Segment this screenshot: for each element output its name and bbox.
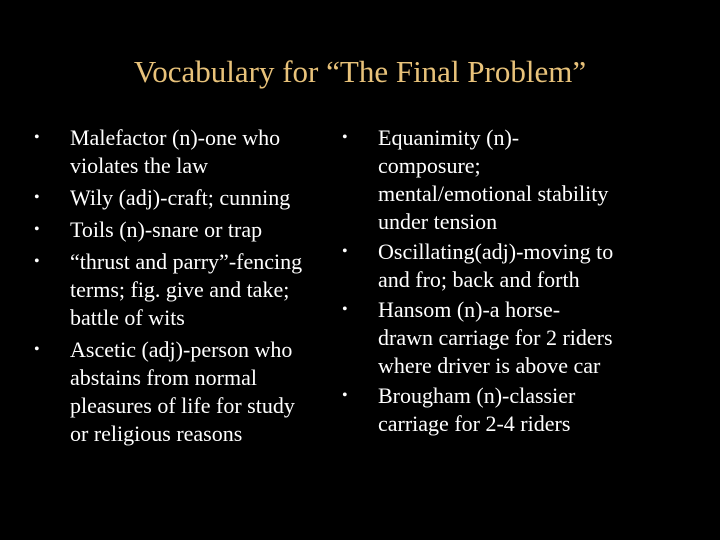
- list-item: [342, 296, 642, 380]
- bullet-icon: •: [34, 189, 40, 206]
- list-item-line: pleasures of life for study: [70, 393, 295, 418]
- list-item-line: drawn carriage for 2 riders: [378, 325, 613, 350]
- list-item-line: Equanimity (n)-: [378, 125, 520, 150]
- list-item-line: Ascetic (adj)-person who: [70, 337, 293, 362]
- list-item-line: under tension: [378, 209, 498, 234]
- list-item-line: abstains from normal: [70, 365, 257, 390]
- bullet-icon: •: [342, 129, 348, 146]
- list-item: [342, 238, 642, 294]
- list-item: [34, 216, 334, 244]
- left-bullet-list: [34, 124, 334, 448]
- list-item: [342, 382, 642, 438]
- list-item: [342, 124, 642, 236]
- bullet-icon: •: [342, 243, 348, 260]
- list-item-line: Oscillating(adj)-moving to: [378, 239, 614, 264]
- bullet-icon: •: [34, 221, 40, 238]
- list-item-line: battle of wits: [70, 305, 185, 330]
- list-item-line: Brougham (n)-classier: [378, 383, 576, 408]
- list-item-line: mental/emotional stability: [378, 181, 609, 206]
- list-item: [34, 124, 334, 180]
- bullet-icon: •: [34, 341, 40, 358]
- list-item: [34, 248, 334, 332]
- bullet-icon: •: [34, 253, 40, 270]
- list-item-line: or religious reasons: [70, 421, 243, 446]
- list-item: [34, 184, 334, 212]
- list-item-line: “thrust and parry”-fencing: [70, 249, 303, 274]
- list-item-line: and fro; back and forth: [378, 267, 580, 292]
- list-item: [34, 336, 334, 448]
- left-column: [34, 124, 334, 448]
- slide-title: Vocabulary for “The Final Problem”: [133, 54, 587, 89]
- list-item-line: Malefactor (n)-one who: [70, 125, 281, 150]
- bullet-icon: •: [342, 301, 348, 318]
- list-item-line: carriage for 2-4 riders: [378, 411, 571, 436]
- list-item-line: Toils (n)-snare or trap: [70, 217, 263, 242]
- list-item-line: Hansom (n)-a horse-: [378, 297, 561, 322]
- list-item-line: Wily (adj)-craft; cunning: [70, 185, 291, 210]
- bullet-icon: •: [34, 129, 40, 146]
- bullet-icon: •: [342, 387, 348, 404]
- list-item-line: terms; fig. give and take;: [70, 277, 290, 302]
- list-item-line: where driver is above car: [378, 353, 601, 378]
- right-column: [342, 124, 642, 440]
- list-item-line: violates the law: [70, 153, 209, 178]
- list-item-line: composure;: [378, 153, 481, 178]
- right-bullet-list: [342, 124, 642, 438]
